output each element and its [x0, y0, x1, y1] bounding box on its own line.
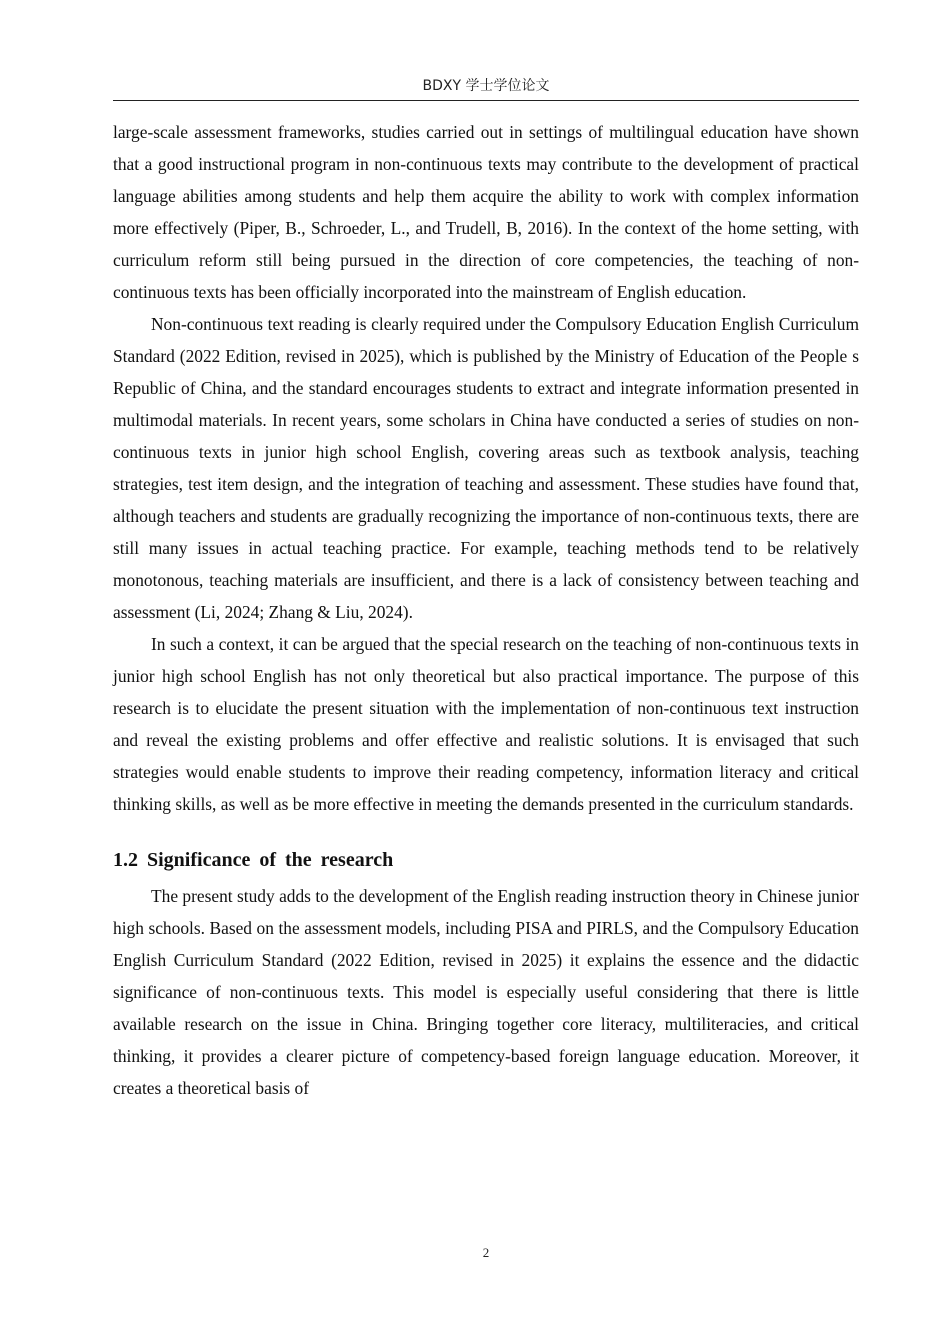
section-heading: 1.2 Significance of the research	[113, 849, 394, 871]
paragraph-significance: The present study adds to the development of the English reading instruction theory in Chinese junior high schools. Based on the assessment models, including PISA and PIRLS, and the Compulsory Education English Curriculum Standard (2022 Edition, revised in 2025) it explains the essence and the didactic significance of non-continuous texts. This model is especially useful considering that there is little available research on the issue in China. Bringing together core literacy, multiliteracies, and critical thinking, it provides a clearer picture of competency-based foreign language education. Moreover, it creates a theoretical basis of	[113, 886, 859, 1098]
running-header: BDXY 学士学位论文	[422, 78, 550, 94]
paragraph-research-purpose: In such a context, it can be argued that the special research on the teaching of non-continuous texts in junior high school English has not only theoretical but also practical importance. The purpose of this research is to elucidate the present situation with the implementation of non-continuous text instruction and reveal the existing problems and offer effective and realistic solutions. It is envisaged that such strategies would enable students to improve their reading competency, information literacy and critical thinking skills, as well as be more effective in meeting the demands presented in the curriculum standards.	[113, 634, 859, 814]
paragraph-curriculum-standard: Non-continuous text reading is clearly required under the Compulsory Education English Curriculum Standard (2022 Edition, revised in 2025), which is published by the Ministry of Education of the People s Republic of China, and the standard encourages students to extract and integrate information presented in multimodal materials. In recent years, some scholars in China have conducted a series of studies on non-continuous texts in junior high school English, covering areas such as textbook analysis, teaching strategies, test item design, and the integration of teaching and assessment. These studies have found that, although teachers and students are gradually recognizing the importance of non-continuous texts, there are still many issues in actual teaching practice. For example, teaching methods tend to be relatively monotonous, teaching materials are insufficient, and there is a lack of consistency between teaching and assessment (Li, 2024; Zhang & Liu, 2024).	[113, 314, 859, 622]
body-text	[113, 116, 859, 1104]
page-number: 2	[482, 1245, 490, 1260]
paragraph-continued: large-scale assessment frameworks, studies carried out in settings of multilingual education have shown that a good instructional program in non-continuous texts may contribute to the development of practical language abilities among students and help them acquire the ability to work with complex information more effectively (Piper, B., Schroeder, L., and Trudell, B, 2016). In the context of the home setting, with curriculum reform still being pursued in the direction of core competencies, the teaching of non-continuous texts has been officially incorporated into the mainstream of English education.	[113, 122, 859, 302]
header-rule	[113, 100, 859, 101]
